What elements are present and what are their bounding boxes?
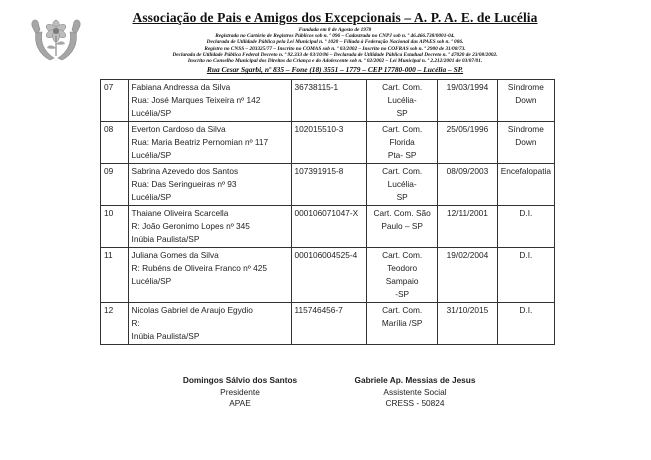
registry-office: Cart. Com. Florida: [382, 124, 423, 147]
person-cell: [128, 122, 291, 164]
registry-office-cell: [367, 303, 438, 345]
table-row: [101, 80, 555, 122]
diagnosis: D.I.: [519, 305, 533, 315]
diagnosis: D.I.: [519, 208, 533, 218]
signatory-org: APAE: [229, 398, 251, 408]
person-city: Lucélia/SP: [131, 276, 172, 286]
registration-line: Declarada de Utilidade Pública pela Lei Municipal n. º 1020 – Filiada à Federação Nacional das APAES sob n. º 086.: [206, 39, 464, 46]
letterhead: [100, 10, 570, 74]
signatory-role: Presidente: [220, 386, 260, 397]
registry-office-cell: [367, 164, 438, 206]
diagnosis: Síndrome: [507, 124, 544, 134]
person-city: Lucélia/SP: [131, 150, 172, 160]
birth-date: 19/02/2004: [438, 248, 498, 303]
registration-line: Registrada no Cartório de Registros Públicos sob n. º 096 – Cadastrada no CNPJ sob n. º 46.466.738/0001-04.: [215, 33, 455, 40]
row-number: 08: [101, 122, 129, 164]
registration-line: Registro no CNSS – 203325/77 – Inscrito no COMAS sob n. º 03/2002 – Inscrito no COFRAS sob n. º 2900 de 31/08/73.: [204, 45, 466, 52]
registry-office: Cart. Com. Lucélia-: [382, 82, 423, 105]
person-name: Everton Cardoso da Silva: [131, 124, 226, 134]
diagnosis-cell: [497, 122, 554, 164]
registry-office: Marília /SP: [381, 318, 423, 328]
row-number: 07: [101, 80, 129, 122]
registry-office: Paulo – SP: [381, 221, 423, 231]
diagnosis-cell: [497, 248, 554, 303]
apae-logo-icon: [30, 12, 82, 68]
registry-office-cell: [367, 122, 438, 164]
document-number: 000106004525-4: [291, 248, 367, 303]
registration-info: [100, 27, 570, 64]
birth-date: 19/03/1994: [438, 80, 498, 122]
registry-office: Teodoro Sampaio: [385, 263, 419, 286]
registry-office-cell: [367, 248, 438, 303]
diagnosis: Down: [515, 95, 537, 105]
diagnosis: D.I.: [519, 250, 533, 260]
person-cell: [128, 164, 291, 206]
person-city: Lucélia/SP: [131, 192, 172, 202]
person-street: Rua: Das Seringueiras nº 93: [131, 179, 237, 189]
person-cell: [128, 80, 291, 122]
signatory-role: Assistente Social: [383, 386, 447, 397]
person-street: R: João Geronimo Lopes nº 345: [131, 221, 250, 231]
registration-line: Fundada em 8 de Agosto de 1978: [298, 27, 372, 33]
person-cell: [128, 248, 291, 303]
document-number: 36738115-1: [291, 80, 367, 122]
diagnosis-cell: [497, 80, 554, 122]
students-table: [100, 79, 555, 345]
registry-office: SP: [396, 192, 408, 202]
registry-office: Cart. Com.: [382, 305, 423, 315]
birth-date: 31/10/2015: [438, 303, 498, 345]
document-number: 102015510-3: [291, 122, 367, 164]
registry-office: Cart. Com. São: [373, 208, 431, 218]
document-number: 107391915-8: [291, 164, 367, 206]
row-number: 09: [101, 164, 129, 206]
table-row: [101, 164, 555, 206]
registry-office-cell: [367, 80, 438, 122]
person-name: Thaiane Oliveira Scarcella: [131, 208, 229, 218]
person-name: Sabrina Azevedo dos Santos: [131, 166, 239, 176]
signatory-name: Domingos Sálvio dos Santos: [182, 375, 298, 385]
person-city: Inúbia Paulista/SP: [131, 234, 200, 244]
person-cell: [128, 206, 291, 248]
diagnosis: Encefalopatia: [500, 166, 551, 176]
person-street: Rua: José Marques Teixeira nº 142: [131, 95, 261, 105]
signature-block-president: [160, 375, 320, 410]
person-cell: [128, 303, 291, 345]
table-row: [101, 248, 555, 303]
table-row: [101, 206, 555, 248]
diagnosis-cell: [497, 164, 554, 206]
signatory-name: Gabriele Ap. Messias de Jesus: [354, 375, 476, 385]
person-street: Rua: Maria Beatriz Pernomian nº 117: [131, 137, 269, 147]
person-city: Inúbia Paulista/SP: [131, 331, 200, 341]
person-street: R: Rubéns de Oliveira Franco nº 425: [131, 263, 267, 273]
registry-office: Cart. Com. Lucélia-: [382, 166, 423, 189]
row-number: 10: [101, 206, 129, 248]
organization-address: Rua Cesar Sgarbi, nº 835 – Fone (18) 3551 – 1779 – CEP 17780-000 – Lucélia – SP.: [206, 65, 464, 75]
person-name: Fabiana Andressa da Silva: [131, 82, 231, 92]
document-number: 115746456-7: [291, 303, 367, 345]
person-name: Juliana Gomes da Silva: [131, 250, 219, 260]
diagnosis-cell: [497, 303, 554, 345]
registration-line: Inscrito no Conselho Municipal dos Direitos da Criança e do Adolescente sob n. º 02/2002 – Lei Municipal n. º 2.212/2001 de 03/07/01.: [187, 58, 483, 65]
row-number: 12: [101, 303, 129, 345]
document-number: 000106071047-X: [291, 206, 367, 248]
organization-name: Associação de Pais e Amigos dos Excepcionais – A. P. A. E. de Lucélia: [132, 10, 538, 25]
diagnosis: Síndrome: [507, 82, 544, 92]
signature-block-social-worker: [340, 375, 490, 410]
diagnosis: Down: [515, 137, 537, 147]
registry-office: Cart. Com.: [382, 250, 423, 260]
table-row: [101, 122, 555, 164]
row-number: 11: [101, 248, 129, 303]
birth-date: 08/09/2003: [438, 164, 498, 206]
registry-office: SP: [396, 108, 408, 118]
diagnosis-cell: [497, 206, 554, 248]
registry-office: Pta- SP: [387, 150, 417, 160]
birth-date: 12/11/2001: [438, 206, 498, 248]
person-city: Lucélia/SP: [131, 108, 172, 118]
person-street: R:: [131, 318, 140, 328]
table-row: [101, 303, 555, 345]
registry-office-cell: [367, 206, 438, 248]
registry-office: -SP: [395, 289, 410, 299]
person-name: Nicolas Gabriel de Araujo Egydio: [131, 305, 253, 315]
registration-line: Declarada de Utilidade Pública Federal Decreto n. º 92.333 de 03/10/86 – Declarada de Utilidade Pública Estadual Decreto n. º 47020 de 23/08/2002.: [172, 51, 498, 58]
signatory-org: CRESS - 50824: [385, 398, 445, 408]
birth-date: 25/05/1996: [438, 122, 498, 164]
